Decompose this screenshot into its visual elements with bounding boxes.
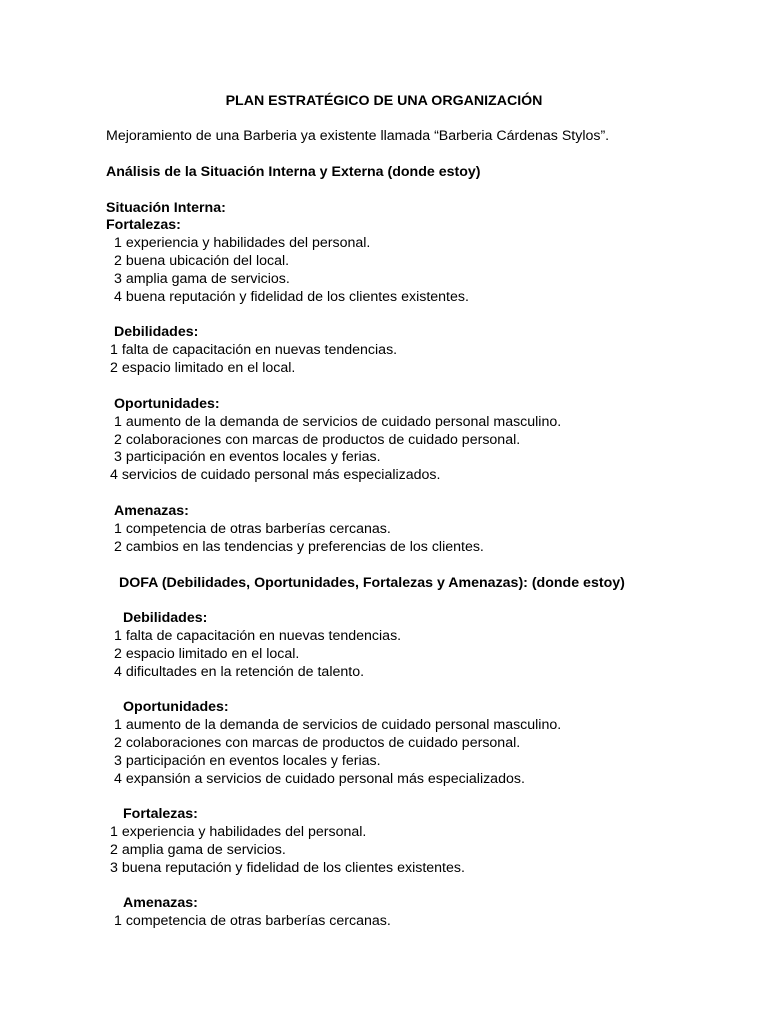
document-title: PLAN ESTRATÉGICO DE UNA ORGANIZACIÓN (225, 93, 543, 109)
analysis-heading: Análisis de la Situación Interna y Externa (donde estoy) (106, 164, 481, 180)
list-item: 1 experiencia y habilidades del personal. (114, 235, 371, 251)
internal-amenazas-heading: Amenazas: (114, 503, 189, 519)
dofa-heading: DOFA (Debilidades, Oportunidades, Fortalezas y Amenazas): (donde estoy) (119, 575, 625, 591)
list-item: 3 amplia gama de servicios. (114, 271, 290, 287)
list-item: 3 buena reputación y fidelidad de los clientes existentes. (110, 860, 465, 876)
list-item: 3 participación en eventos locales y ferias. (114, 753, 381, 769)
list-item: 1 experiencia y habilidades del personal. (110, 824, 367, 840)
list-item: 1 falta de capacitación en nuevas tendencias. (114, 628, 402, 644)
list-item: 1 falta de capacitación en nuevas tendencias. (110, 342, 398, 358)
list-item: 1 competencia de otras barberías cercanas. (114, 521, 391, 537)
list-item: 4 buena reputación y fidelidad de los clientes existentes. (114, 289, 469, 305)
list-item: 4 dificultades en la retención de talento. (114, 664, 365, 680)
list-item: 4 servicios de cuidado personal más especializados. (110, 467, 441, 483)
list-item: 3 participación en eventos locales y ferias. (114, 449, 381, 465)
dofa-oportunidades-heading: Oportunidades: (123, 699, 229, 715)
list-item: 4 expansión a servicios de cuidado personal más especializados. (114, 771, 525, 787)
list-item: 1 aumento de la demanda de servicios de cuidado personal masculino. (114, 717, 562, 733)
list-item: 2 colaboraciones con marcas de productos de cuidado personal. (114, 432, 521, 448)
internal-heading: Situación Interna: (106, 200, 226, 216)
dofa-debilidades-heading: Debilidades: (123, 610, 208, 626)
list-item: 2 amplia gama de servicios. (110, 842, 286, 858)
internal-debilidades-heading: Debilidades: (114, 324, 199, 340)
list-item: 2 colaboraciones con marcas de productos de cuidado personal. (114, 735, 521, 751)
internal-fortalezas-heading: Fortalezas: (106, 217, 181, 233)
list-item: 2 buena ubicación del local. (114, 253, 290, 269)
list-item: 2 espacio limitado en el local. (114, 646, 300, 662)
list-item: 1 competencia de otras barberías cercanas. (114, 913, 391, 929)
dofa-amenazas-heading: Amenazas: (123, 895, 198, 911)
internal-oportunidades-heading: Oportunidades: (114, 396, 220, 412)
list-item: 1 aumento de la demanda de servicios de cuidado personal masculino. (114, 414, 562, 430)
list-item: 2 cambios en las tendencias y preferencias de los clientes. (114, 539, 484, 555)
intro-paragraph: Mejoramiento de una Barberia ya existente llamada “Barberia Cárdenas Stylos”. (106, 128, 610, 144)
dofa-fortalezas-heading: Fortalezas: (123, 806, 198, 822)
list-item: 2 espacio limitado en el local. (110, 360, 296, 376)
